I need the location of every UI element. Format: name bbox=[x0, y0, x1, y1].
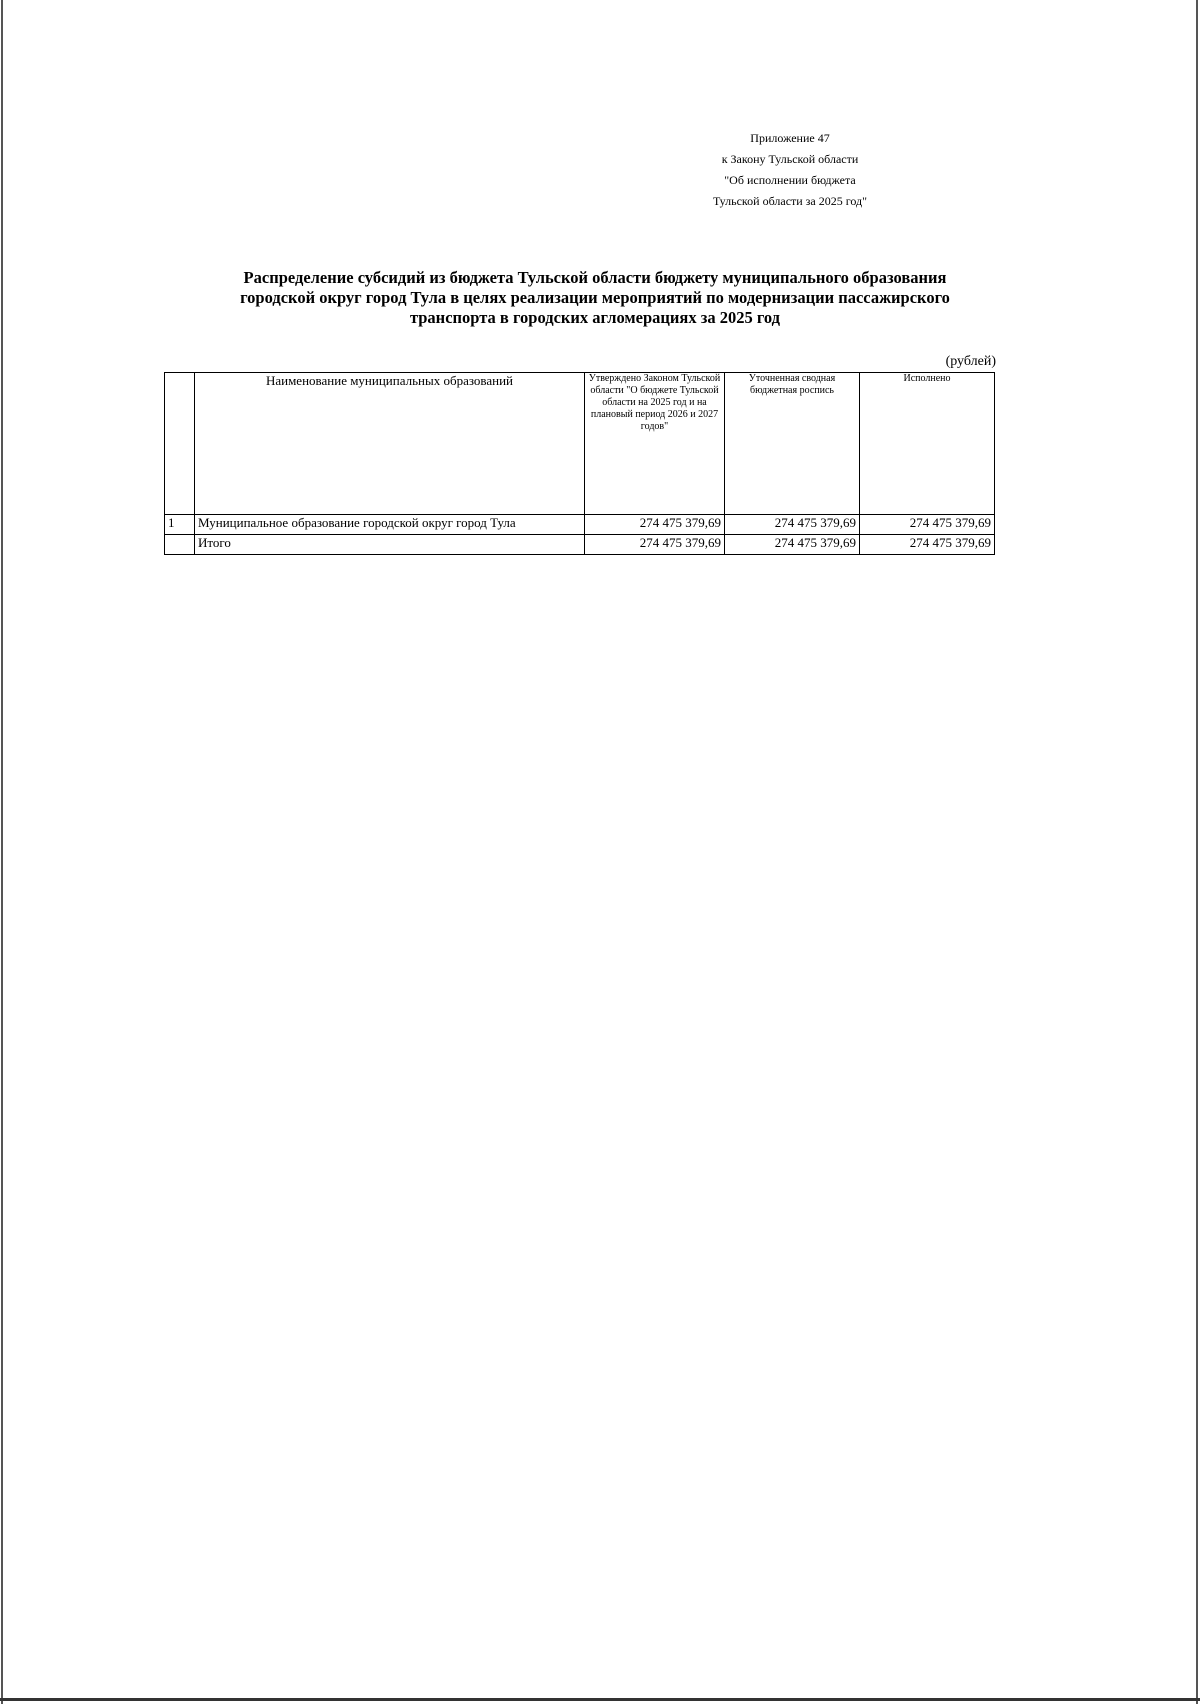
total-executed: 274 475 379,69 bbox=[860, 535, 995, 555]
units-label: (рублей) bbox=[945, 354, 996, 369]
annex-line-2: к Закону Тульской области bbox=[721, 152, 859, 166]
page-edge-bottom bbox=[0, 1698, 1200, 1701]
total-name: Итого bbox=[195, 535, 585, 555]
row-refined: 274 475 379,69 bbox=[725, 515, 860, 535]
page-edge-right bbox=[1196, 0, 1198, 1704]
header-executed: Исполнено bbox=[860, 373, 995, 515]
subsidy-table bbox=[164, 372, 995, 555]
title-line-3: транспорта в городских агломерациях за 2025 год bbox=[409, 308, 781, 327]
document-title bbox=[150, 268, 1040, 328]
annex-line-4: Тульской области за 2025 год" bbox=[712, 194, 868, 208]
row-executed: 274 475 379,69 bbox=[860, 515, 995, 535]
row-approved: 274 475 379,69 bbox=[585, 515, 725, 535]
header-number bbox=[165, 373, 195, 515]
total-number bbox=[165, 535, 195, 555]
table-row bbox=[165, 515, 995, 535]
title-line-1: Распределение субсидий из бюджета Тульской области бюджету муниципального образования bbox=[243, 268, 947, 287]
header-approved: Утверждено Законом Тульской области "О бюджете Тульской области на 2025 год и на плановый период 2026 и 2027 годов" bbox=[585, 373, 725, 515]
annex-line-3: "Об исполнении бюджета bbox=[724, 173, 856, 187]
title-line-2: городской округ город Тула в целях реализации мероприятий по модернизации пассажирского bbox=[240, 288, 950, 307]
annex-note bbox=[640, 128, 940, 212]
row-number: 1 bbox=[165, 515, 195, 535]
header-name: Наименование муниципальных образований bbox=[195, 373, 585, 515]
total-row bbox=[165, 535, 995, 555]
page-edge-left bbox=[1, 0, 3, 1704]
row-name: Муниципальное образование городской округ город Тула bbox=[195, 515, 585, 535]
total-refined: 274 475 379,69 bbox=[725, 535, 860, 555]
table-header-row bbox=[165, 373, 995, 515]
total-approved: 274 475 379,69 bbox=[585, 535, 725, 555]
annex-line-1: Приложение 47 bbox=[750, 131, 830, 145]
header-refined: Уточненная сводная бюджетная роспись bbox=[725, 373, 860, 515]
